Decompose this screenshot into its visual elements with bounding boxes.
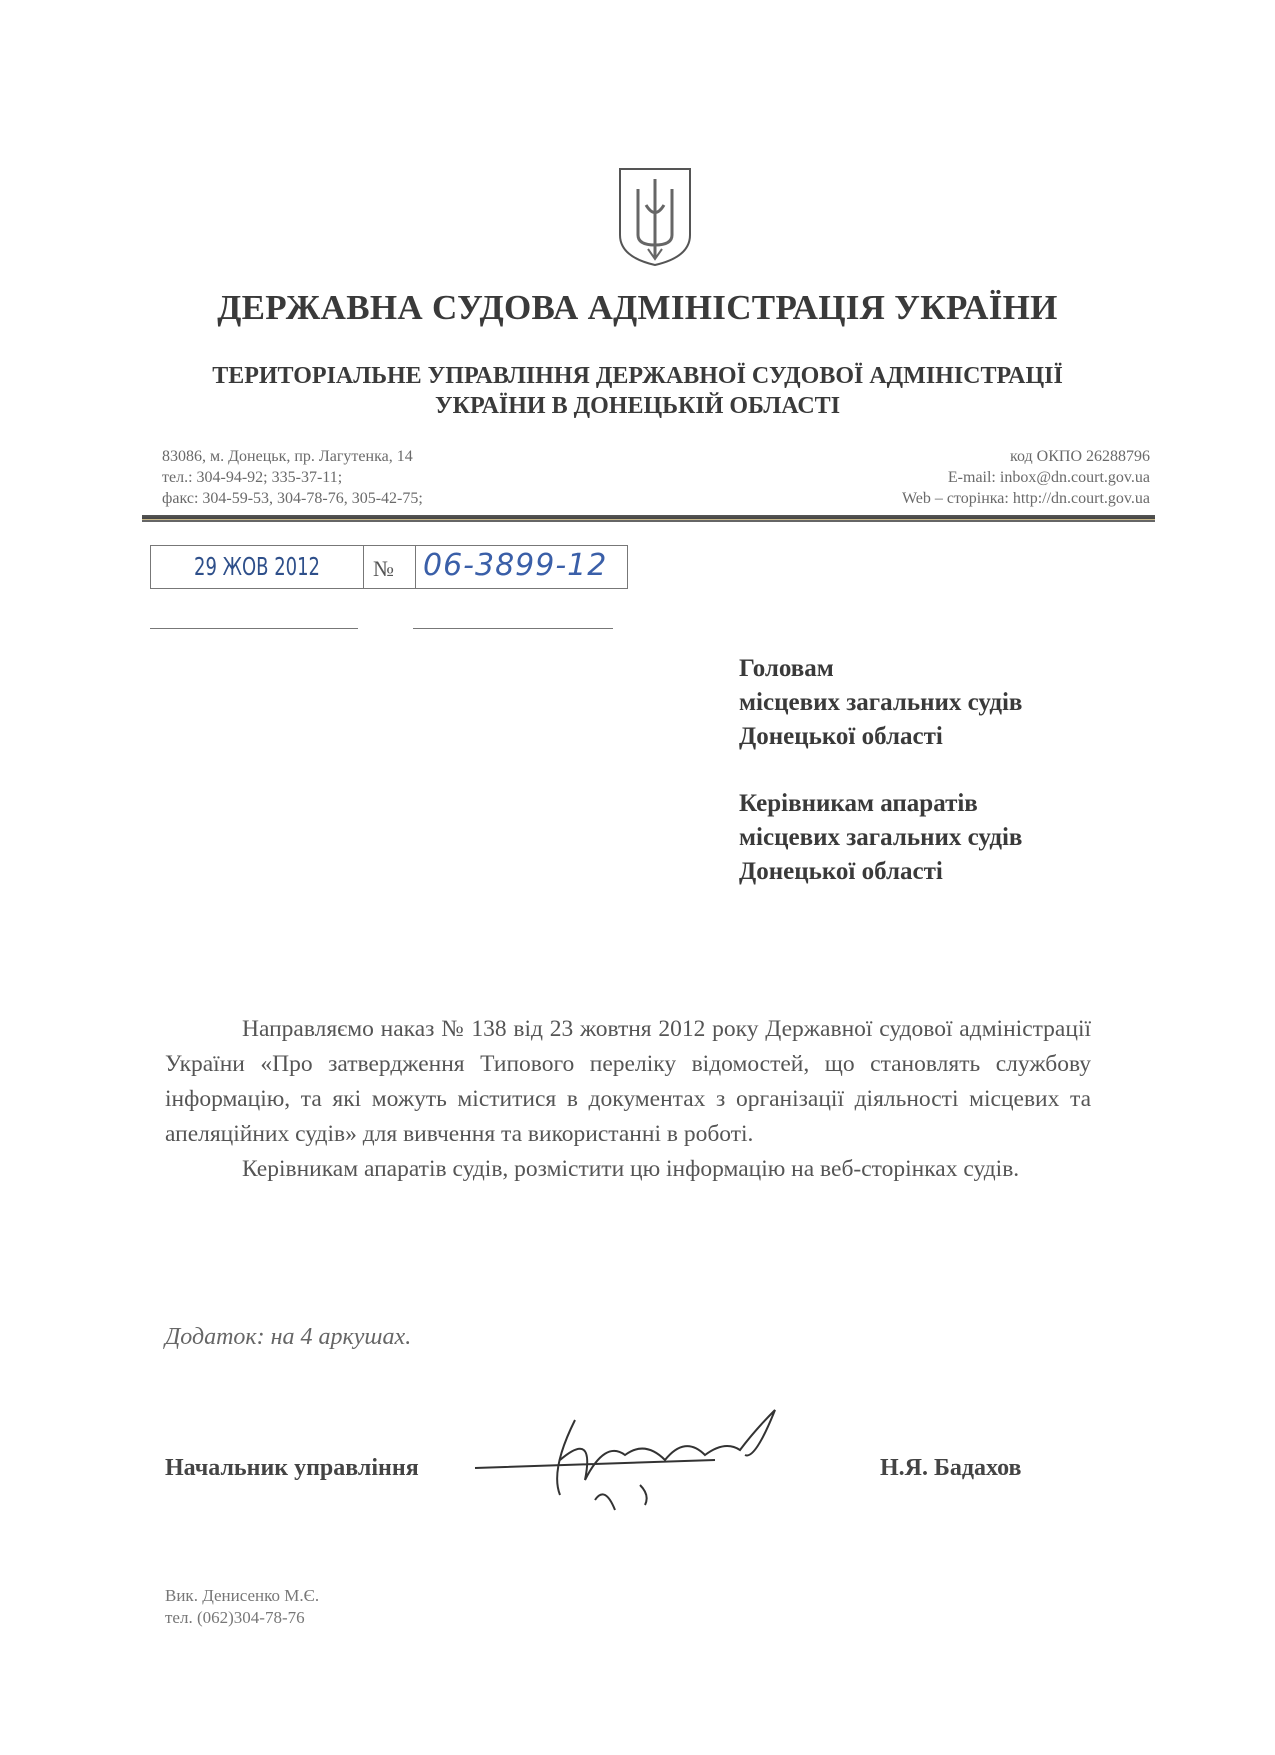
signatory-role: Начальник управління [165, 1455, 419, 1481]
recipient-block [739, 652, 1022, 754]
recipient-line: місцевих загальних судів [739, 689, 1023, 716]
divider [363, 546, 364, 588]
contact-left [162, 446, 423, 509]
signatory-name: Н.Я. Бадахов [880, 1455, 1022, 1481]
date-stamp: 29 ЖОВ 2012 [194, 552, 320, 581]
phone: тел.: 304-94-92; 335-37-11; [162, 469, 343, 486]
recipient-line: місцевих загальних судів [739, 824, 1023, 851]
registration-box [150, 545, 628, 589]
organization-title: ДЕРЖАВНА СУДОВА АДМІНІСТРАЦІЯ УКРАЇНИ [217, 288, 1058, 327]
okpo-code: код ОКПО 26288796 [1010, 448, 1150, 465]
address: 83086, м. Донецьк, пр. Лагутенка, 14 [162, 448, 413, 465]
department-title-line1: ТЕРИТОРІАЛЬНЕ УПРАВЛІННЯ ДЕРЖАВНОЇ СУДОВОЇ АДМІНІСТРАЦІЇ [212, 363, 1063, 389]
blank-line [150, 628, 358, 629]
blank-line [413, 628, 613, 629]
executor-name: Вик. Денисенко М.Є. [165, 1586, 320, 1605]
divider [415, 546, 416, 588]
executor-info [165, 1585, 319, 1629]
recipient-line: Керівникам апаратів [739, 790, 978, 817]
recipient-line: Донецької області [739, 858, 943, 885]
fax: факс: 304-59-53, 304-78-76, 305-42-75; [162, 490, 423, 507]
number-label: № [373, 556, 394, 581]
handwritten-signature [455, 1400, 875, 1530]
website: Web – сторінка: http://dn.court.gov.ua [901, 490, 1150, 507]
recipient-line: Донецької області [739, 723, 943, 750]
executor-phone: тел. (062)304-78-76 [165, 1608, 305, 1627]
annex-note: Додаток: на 4 аркушах. [165, 1324, 412, 1350]
body-paragraph: Направляємо наказ № 138 від 23 жовтня 2012 року Державної судової адміністрації України «Про затвердження Типового переліку відомостей, що становлять службову інформацію, та які можуть міститися в документах з організації діяльності місцевих та апеляційних судів» для вивчення та використанні в роботі. [165, 1016, 1091, 1147]
recipient-block [739, 787, 1022, 889]
email: E-mail: inbox@dn.court.gov.ua [947, 469, 1150, 486]
department-title-line2: УКРАЇНИ В ДОНЕЦЬКІЙ ОБЛАСТІ [434, 393, 841, 419]
letter-body [165, 1012, 1091, 1187]
header-divider [142, 515, 1155, 522]
recipient-line: Головам [739, 655, 834, 682]
coat-of-arms-icon [616, 165, 694, 269]
body-paragraph: Керівникам апаратів судів, розмістити цю інформацію на веб-сторінках судів. [242, 1156, 1020, 1182]
contact-right [902, 446, 1150, 509]
registration-number: 06-3899-12 [423, 548, 608, 583]
